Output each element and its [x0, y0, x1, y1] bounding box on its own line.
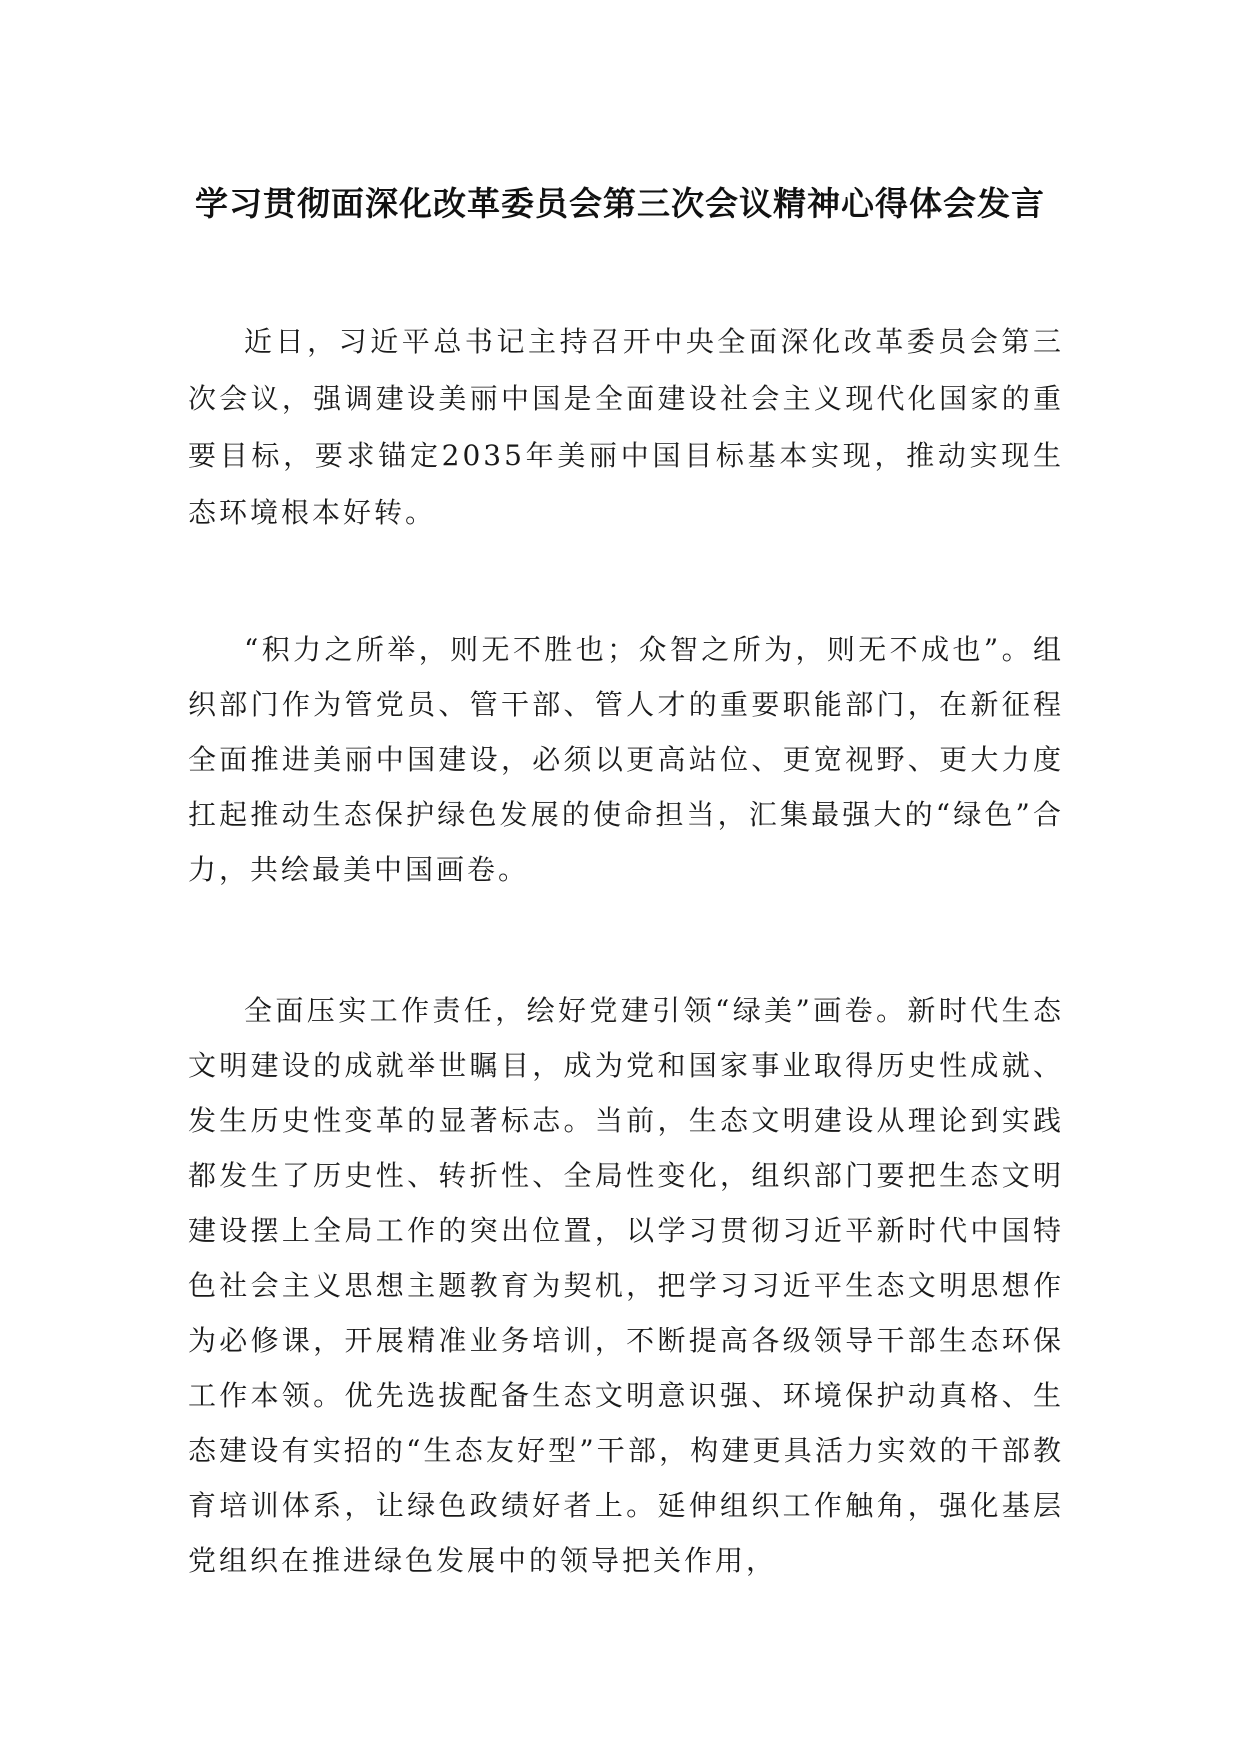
- paragraph-3: 全面压实工作责任，绘好党建引领“绿美”画卷。新时代生态文明建设的成就举世瞩目，成为党和国家事业取得历史性成就、发生历史性变革的显著标志。当前，生态文明建设从理论到实践都发生了历史性、转折性、全局性变化，组织部门要把生态文明建设摆上全局工作的突出位置，以学习贯彻习近平新时代中国特色社会主义思想主题教育为契机，把学习习近平生态文明思想作为必修课，开展精准业务培训，不断提高各级领导干部生态环保工作本领。优先选拔配备生态文明意识强、环境保护动真格、生态建设有实招的“生态友好型”干部，构建更具活力实效的干部教育培训体系，让绿色政绩好者上。延伸组织工作触角，强化基层党组织在推进绿色发展中的领导把关作用，: [188, 994, 1064, 1577]
- paragraph-2: “积力之所举，则无不胜也；众智之所为，则无不成也”。组织部门作为管党员、管干部、管人才的重要职能部门，在新征程全面推进美丽中国建设，必须以更高站位、更宽视野、更大力度扛起推动生态保护绿色发展的使命担当，汇集最强大的“绿色”合力，共绘最美中国画卷。: [188, 633, 1064, 886]
- document-title: 学习贯彻面深化改革委员会第三次会议精神心得体会发言: [195, 184, 1045, 224]
- paragraph-1: 近日，习近平总书记主持召开中央全面深化改革委员会第三次会议，强调建设美丽中国是全面建设社会主义现代化国家的重要目标，要求锚定2035年美丽中国目标基本实现，推动实现生态环境根本好转。: [188, 325, 1064, 529]
